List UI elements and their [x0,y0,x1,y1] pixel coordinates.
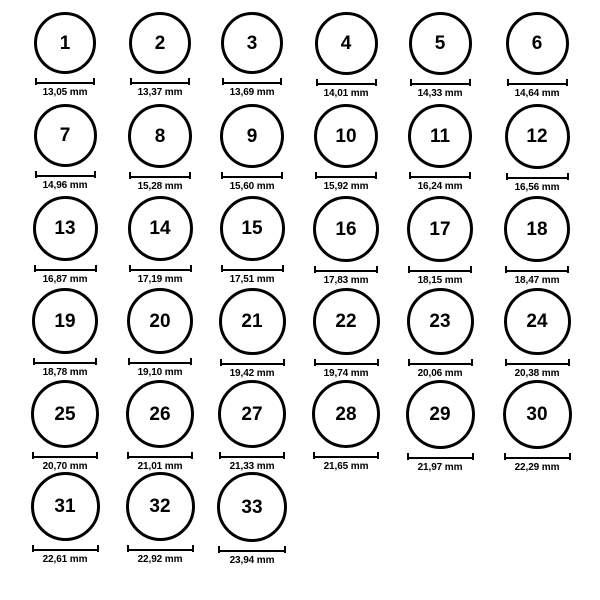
ring-size-number: 30 [526,404,548,425]
diameter-dimension [221,172,283,192]
ring-size-cell[interactable] [112,472,208,565]
dimension-bar [409,172,471,179]
ring-size-number: 9 [246,125,258,147]
ring-size-cell[interactable] [112,12,208,98]
diameter-dimension [222,78,282,98]
diameter-dimension [219,452,285,472]
ring-size-cell[interactable] [392,288,488,379]
ring-size-number: 1 [59,32,71,54]
dimension-bar [316,79,377,86]
diameter-dimension [407,453,474,473]
diameter-label: 22,61 mm [42,554,88,565]
ring-size-number: 2 [154,32,166,54]
ring-size-cell[interactable] [392,196,488,286]
diameter-dimension [316,79,377,99]
ring-size-cell[interactable] [489,288,585,379]
dimension-bar [507,79,568,86]
diameter-label: 16,87 mm [42,274,88,285]
dimension-bar [408,266,472,273]
ring-circle [128,196,193,261]
diameter-label: 20,38 mm [514,368,560,379]
ring-circle [128,104,192,168]
diameter-label: 21,01 mm [137,461,183,472]
ring-circle [504,196,570,262]
ring-size-cell[interactable] [17,380,113,472]
diameter-label: 22,92 mm [137,554,183,565]
ring-size-cell[interactable] [112,288,208,378]
ring-circle [407,196,473,262]
ring-size-number: 24 [526,311,548,332]
dimension-bar [219,452,285,459]
diameter-label: 17,51 mm [229,274,275,285]
dimension-bar [34,265,97,272]
ring-circle [221,12,283,74]
ring-size-number: 7 [59,125,71,146]
dimension-bar [221,265,284,272]
dimension-bar [221,172,283,179]
dimension-bar [408,359,473,366]
ring-size-cell[interactable] [204,196,300,285]
dimension-bar [130,78,190,85]
diameter-dimension [221,265,284,285]
diameter-dimension [32,545,99,565]
diameter-label: 22,29 mm [514,462,560,473]
ring-size-cell[interactable] [17,196,113,285]
ring-circle [219,288,286,355]
ring-size-cell[interactable] [112,196,208,285]
ring-size-number: 27 [241,403,263,425]
ring-size-number: 3 [246,32,258,54]
diameter-label: 17,83 mm [323,275,369,286]
ring-circle [220,196,285,261]
dimension-bar [222,78,282,85]
ring-circle [33,196,98,261]
ring-size-cell[interactable] [489,12,585,99]
diameter-label: 16,24 mm [417,181,463,192]
dimension-bar [129,265,192,272]
diameter-dimension [129,265,192,285]
diameter-dimension [505,266,569,286]
ring-size-cell[interactable] [112,104,208,192]
dimension-bar [315,172,377,179]
diameter-label: 13,05 mm [42,87,88,98]
dimension-bar [129,172,191,179]
dimension-bar [127,545,194,552]
ring-size-cell[interactable] [298,12,394,99]
diameter-dimension [408,266,472,286]
ring-size-cell[interactable] [112,380,208,472]
ring-size-number: 14 [149,218,171,239]
ring-size-number: 17 [429,218,451,240]
ring-circle [31,472,100,541]
ring-size-number: 8 [154,125,166,147]
ring-size-cell[interactable] [204,288,300,379]
diameter-label: 18,47 mm [514,275,560,286]
diameter-dimension [34,265,97,285]
diameter-dimension [129,172,191,192]
ring-size-number: 4 [340,33,352,54]
diameter-dimension [504,453,571,473]
ring-size-number: 16 [335,218,357,240]
ring-size-number: 20 [149,310,171,332]
diameter-label: 20,70 mm [42,461,88,472]
ring-size-number: 23 [429,311,451,332]
diameter-dimension [220,359,285,379]
ring-size-number: 18 [526,218,548,240]
ring-size-number: 25 [54,403,76,425]
ring-size-cell[interactable] [392,380,488,473]
diameter-label: 16,56 mm [514,182,560,193]
ring-circle [408,104,472,168]
diameter-dimension [505,359,570,379]
diameter-dimension [127,545,194,565]
diameter-label: 19,42 mm [229,368,275,379]
ring-circle [34,104,97,167]
ring-size-cell[interactable] [17,104,113,191]
ring-size-cell[interactable] [298,196,394,286]
diameter-label: 15,60 mm [229,181,275,192]
diameter-label: 14,64 mm [514,88,560,99]
diameter-dimension [506,173,569,193]
ring-circle [407,288,474,355]
diameter-dimension [315,172,377,192]
ring-size-number: 11 [429,125,451,147]
ring-size-cell[interactable] [17,472,113,565]
ring-circle [126,380,194,448]
ring-size-number: 5 [434,33,446,54]
ring-circle [220,104,284,168]
dimension-bar [314,359,379,366]
diameter-dimension [218,546,286,566]
diameter-dimension [409,172,471,192]
ring-circle [314,104,378,168]
ring-circle [504,288,571,355]
diameter-label: 14,96 mm [42,180,88,191]
dimension-bar [127,452,193,459]
ring-circle [127,288,193,354]
dimension-bar [32,452,98,459]
ring-circle [31,380,99,448]
diameter-label: 21,97 mm [417,462,463,473]
diameter-dimension [35,78,95,98]
diameter-label: 14,01 mm [323,88,369,99]
diameter-dimension [128,358,192,378]
diameter-label: 18,15 mm [417,275,463,286]
diameter-label: 13,37 mm [137,87,183,98]
diameter-label: 20,06 mm [417,368,463,379]
ring-size-cell[interactable] [17,288,113,378]
diameter-dimension [32,452,98,472]
ring-circle [313,196,379,262]
ring-size-cell[interactable] [17,12,113,98]
ring-size-cell[interactable] [392,12,488,99]
ring-size-cell[interactable] [204,472,300,566]
dimension-bar [505,266,569,273]
diameter-dimension [33,358,97,378]
ring-size-number: 29 [429,404,451,425]
ring-size-number: 32 [149,496,171,517]
dimension-bar [32,545,99,552]
diameter-dimension [410,79,471,99]
ring-size-number: 19 [54,310,76,332]
diameter-label: 17,19 mm [137,274,183,285]
ring-circle [34,12,96,74]
ring-size-number: 31 [54,496,76,517]
dimension-bar [35,78,95,85]
dimension-bar [33,358,97,365]
diameter-label: 23,94 mm [229,555,275,566]
ring-size-number: 13 [54,218,76,239]
ring-circle [503,380,572,449]
diameter-dimension [127,452,193,472]
ring-size-number: 28 [335,403,357,425]
ring-size-cell[interactable] [489,196,585,286]
dimension-bar [314,266,378,273]
diameter-dimension [130,78,190,98]
ring-size-cell[interactable] [298,380,394,472]
ring-circle [129,12,191,74]
ring-size-cell[interactable] [298,288,394,379]
ring-size-number: 6 [531,33,543,54]
ring-circle [218,380,286,448]
ring-circle [217,472,287,542]
diameter-dimension [408,359,473,379]
diameter-dimension [507,79,568,99]
ring-size-number: 33 [241,496,263,518]
ring-circle [312,380,380,448]
dimension-bar [410,79,471,86]
ring-circle [315,12,378,75]
ring-size-cell[interactable] [489,380,585,473]
dimension-bar [506,173,569,180]
dimension-bar [35,171,96,178]
ring-size-cell[interactable] [204,104,300,192]
diameter-dimension [314,266,378,286]
ring-size-cell[interactable] [392,104,488,192]
ring-size-cell[interactable] [204,12,300,98]
ring-circle [406,380,475,449]
ring-size-number: 21 [241,311,263,332]
diameter-label: 13,69 mm [229,87,275,98]
diameter-dimension [35,171,96,191]
ring-circle [313,288,380,355]
ring-circle [505,104,570,169]
ring-circle [409,12,472,75]
dimension-bar [313,452,379,459]
diameter-dimension [314,359,379,379]
diameter-label: 19,74 mm [323,368,369,379]
diameter-label: 15,28 mm [137,181,183,192]
diameter-label: 19,10 mm [137,367,183,378]
dimension-bar [505,359,570,366]
ring-size-number: 15 [241,218,263,239]
dimension-bar [220,359,285,366]
ring-circle [32,288,98,354]
ring-size-number: 10 [335,125,357,147]
ring-circle [126,472,195,541]
ring-size-cell[interactable] [489,104,585,193]
dimension-bar [128,358,192,365]
diameter-label: 18,78 mm [42,367,88,378]
dimension-bar [504,453,571,460]
ring-size-cell[interactable] [298,104,394,192]
diameter-label: 21,65 mm [323,461,369,472]
diameter-label: 15,92 mm [323,181,369,192]
dimension-bar [407,453,474,460]
diameter-label: 14,33 mm [417,88,463,99]
dimension-bar [218,546,286,553]
ring-size-number: 26 [149,403,171,425]
diameter-label: 21,33 mm [229,461,275,472]
diameter-dimension [313,452,379,472]
ring-size-number: 22 [335,311,357,332]
ring-size-number: 12 [526,126,548,147]
ring-circle [506,12,569,75]
ring-size-cell[interactable] [204,380,300,472]
